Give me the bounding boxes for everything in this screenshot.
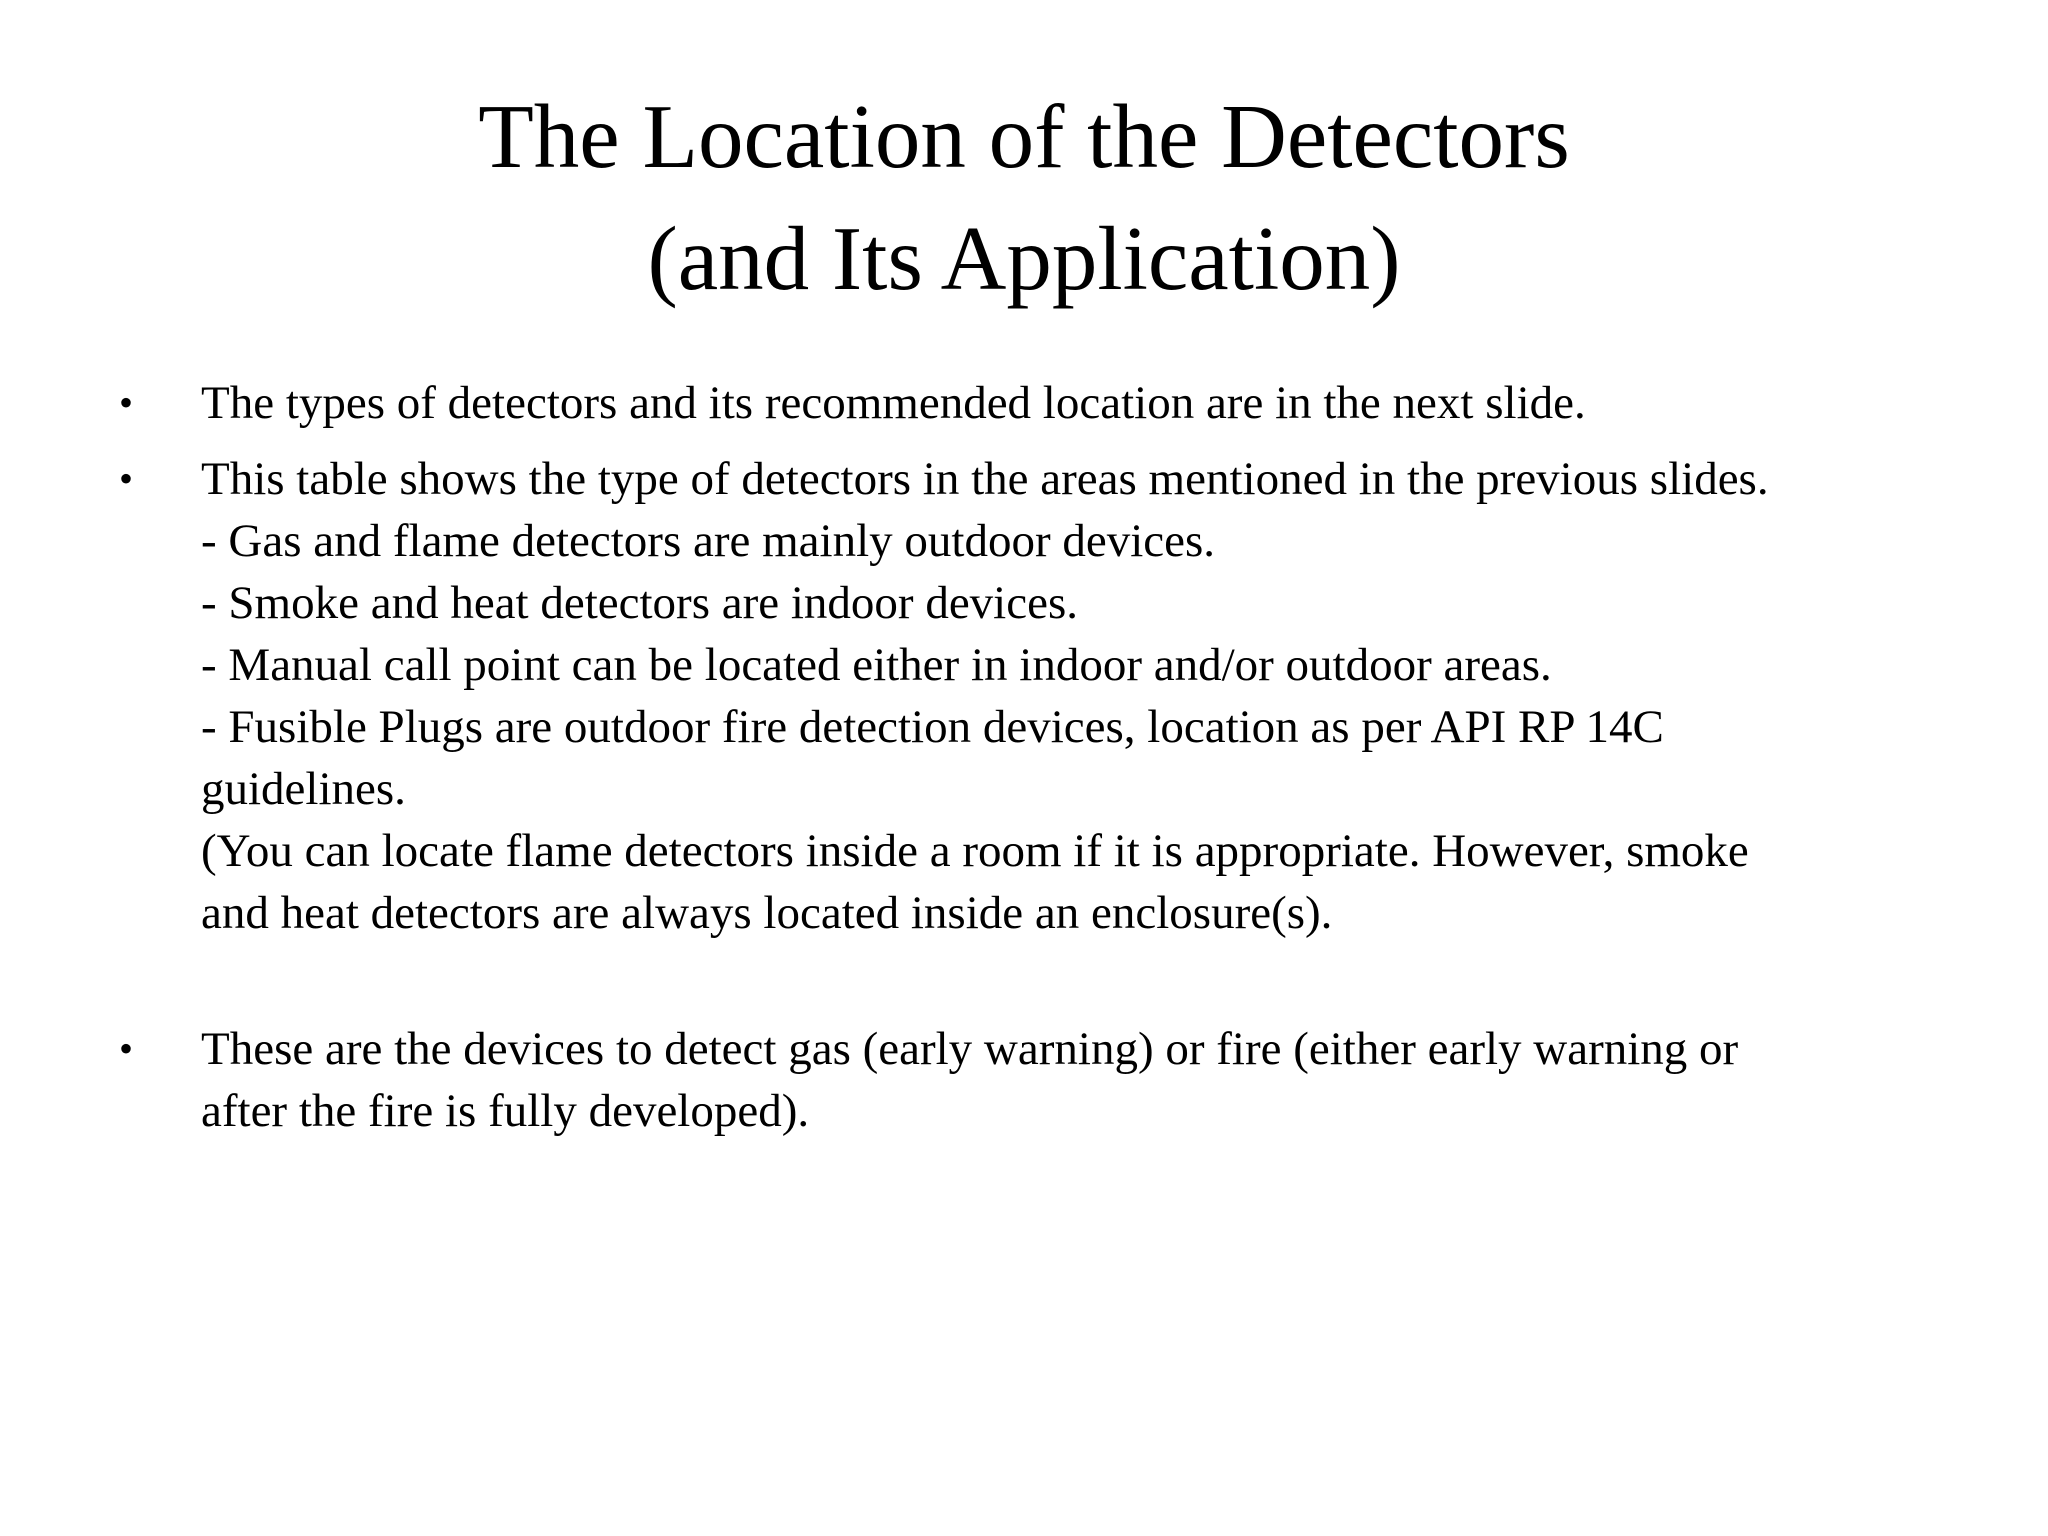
- bullet-line: and heat detectors are always located inside an enclosure(s).: [201, 887, 1333, 939]
- bullet-icon: •: [119, 380, 134, 425]
- bullet-line: guidelines.: [201, 763, 406, 815]
- bullet-line: - Fusible Plugs are outdoor fire detection devices, location as per API RP 14C: [201, 701, 1664, 753]
- bullet-text: [201, 1018, 2031, 1142]
- bullet-line: - Manual call point can be located either in indoor and/or outdoor areas.: [201, 639, 1552, 691]
- slide-title: [0, 76, 2048, 320]
- bullet-line: - Smoke and heat detectors are indoor devices.: [201, 577, 1079, 629]
- bullet-icon: •: [119, 1026, 134, 1071]
- bullet-text: [201, 372, 2031, 434]
- bullet-line: The types of detectors and its recommended location are in the next slide.: [201, 377, 1586, 429]
- bullet-line: after the fire is fully developed).: [201, 1085, 810, 1137]
- bullet-icon: •: [119, 456, 134, 501]
- bullet-line: These are the devices to detect gas (early warning) or fire (either early warning or: [201, 1023, 1739, 1075]
- title-line: The Location of the Detectors: [478, 86, 1570, 187]
- bullet-line: This table shows the type of detectors in the areas mentioned in the previous slides.: [201, 453, 1769, 505]
- bullet-line: (You can locate flame detectors inside a room if it is appropriate. However, smoke: [201, 825, 1749, 877]
- bullet-text: [201, 448, 2031, 944]
- title-line: (and Its Application): [647, 208, 1401, 309]
- bullet-line: - Gas and flame detectors are mainly outdoor devices.: [201, 515, 1216, 567]
